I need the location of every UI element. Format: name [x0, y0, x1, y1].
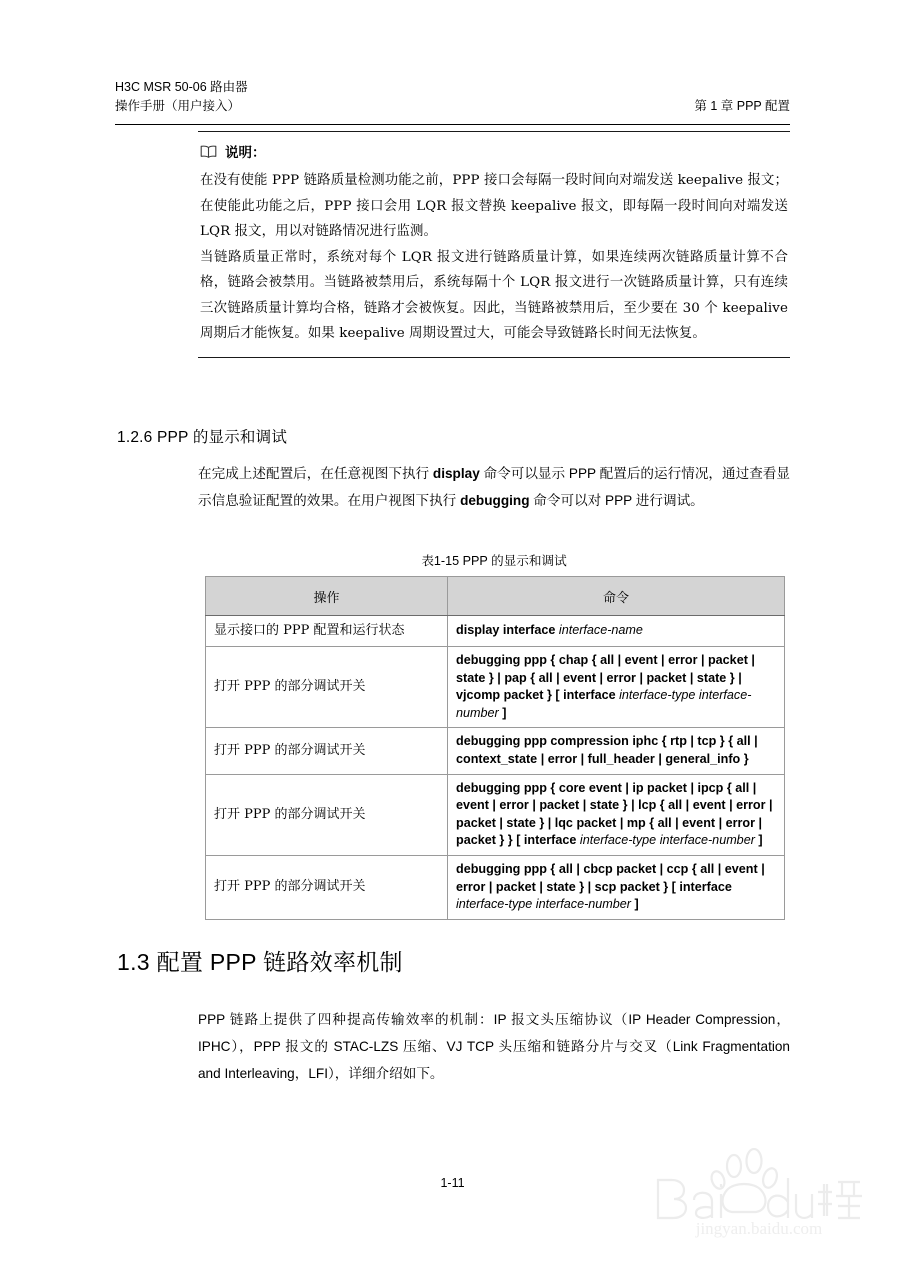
- page-number: 1-11: [440, 1176, 465, 1190]
- watermark-url-text: jingyan.baidu.com: [695, 1219, 823, 1238]
- note-title-text: 说明：: [225, 145, 266, 161]
- command-keyword: debugging ppp { chap { all | event | error | packet | state } | pap { all | event | error | packet | state } | vjcomp packet } [ interface: [456, 653, 755, 703]
- table-1-15: [205, 576, 785, 920]
- paragraph-text: 在完成上述配置后，在任意视图下执行: [198, 466, 433, 481]
- command-keyword: debugging ppp { core event | ip packet | ipcp { all | event | error | packet | state } | lcp { all | event | error | packet | state } | lqc packet | mp { all | event | error | packet } } [ interface: [456, 780, 773, 848]
- command-keyword: display interface: [456, 623, 559, 638]
- note-paragraph-1: 在没有使能 PPP 链路质量检测功能之前，PPP 接口会每隔一段时间向对端发送 keepalive 报文；在使能此功能之后，PPP 接口会用 LQR 报文替换 keepalive 报文，即每隔一段时间向对端发送 LQR 报文，用以对链路情况进行监测。: [200, 173, 788, 239]
- note-title: [200, 141, 788, 161]
- cell-operation: 打开 PPP 的部分调试开关: [206, 774, 448, 855]
- command-parameter: interface-type interface-number: [456, 688, 752, 720]
- header-manual-line: 操作手册（用户接入）: [115, 99, 241, 113]
- note-paragraph-2: 当链路质量正常时，系统对每个 LQR 报文进行链路质量计算，如果连续两次链路质量计算不合格，链路会被禁用。当链路被禁用后，系统每隔十个 LQR 报文进行一次链路质量计算，只有连续三次链路质量计算均合格，链路才会被恢复。因此，当链路被禁用后，至少要在 30 个 keepalive 周期后才能恢复。如果 keepalive 周期设置过大，可能会导致链路长时间无法恢复。: [200, 249, 788, 341]
- table-caption: 表1-15 PPP 的显示和调试: [421, 554, 567, 568]
- table-row: [206, 616, 785, 647]
- cell-operation: 显示接口的 PPP 配置和运行状态: [206, 616, 448, 647]
- table-header-row: [206, 577, 785, 616]
- paragraph-1-2-6: [198, 460, 790, 514]
- cell-operation: 打开 PPP 的部分调试开关: [206, 728, 448, 774]
- header-divider: [115, 124, 790, 125]
- column-header-operation: 操作: [206, 577, 448, 616]
- command-keyword: ]: [498, 705, 507, 720]
- cell-command: [448, 855, 785, 919]
- book-icon: [200, 145, 217, 158]
- table-row: [206, 728, 785, 774]
- header-title-block: [115, 78, 248, 116]
- command-keyword: debugging ppp compression iphc { rtp | tcp } { all | context_state | error | full_header | general_info }: [456, 734, 758, 766]
- table-1-15-wrapper: [205, 576, 785, 920]
- cell-command: [448, 616, 785, 647]
- paragraph-text: 命令可以显示 PPP 配置后的运行情况，通过查看显示信息验证配置的效果。在用户视图下执行: [198, 466, 790, 508]
- paragraph-1-3: PPP 链路上提供了四种提高传输效率的机制：IP 报文头压缩协议（IP Header Compression，IPHC），PPP 报文的 STAC-LZS 压缩、VJ TCP 头压缩和链路分片与交叉（Link Fragmentation and Interleaving，LFI），详细介绍如下。: [198, 1012, 790, 1081]
- command-parameter: interface-type interface-number: [456, 897, 631, 912]
- note-box: [198, 131, 790, 358]
- table-row: [206, 855, 785, 919]
- header-chapter: 第 1 章 PPP 配置: [694, 99, 790, 113]
- note-content: [198, 132, 790, 351]
- cell-operation: 打开 PPP 的部分调试开关: [206, 855, 448, 919]
- heading-1-2-6: 1.2.6 PPP 的显示和调试: [117, 429, 288, 446]
- cell-operation: 打开 PPP 的部分调试开关: [206, 647, 448, 728]
- cell-command: [448, 647, 785, 728]
- cell-command: [448, 728, 785, 774]
- header-product-line: H3C MSR 50-06 路由器: [115, 80, 248, 94]
- command-parameter: interface-type interface-number: [579, 833, 755, 848]
- column-header-command: 命令: [448, 577, 785, 616]
- table-body: [206, 616, 785, 920]
- running-header: [115, 78, 790, 116]
- table-row: [206, 647, 785, 728]
- table-row: [206, 774, 785, 855]
- command-keyword: display: [432, 466, 480, 481]
- command-parameter: interface-name: [558, 623, 643, 638]
- command-keyword: debugging: [460, 493, 530, 508]
- command-keyword: debugging ppp { all | cbcp packet | ccp { all | event | error | packet | state } | scp packet } [ interface: [456, 861, 765, 894]
- heading-1-3: 1.3 配置 PPP 链路效率机制: [117, 949, 403, 975]
- baidu-watermark: [628, 1148, 890, 1240]
- paragraph-text: 命令可以对 PPP 进行调试。: [529, 493, 704, 508]
- command-keyword: ]: [754, 833, 763, 848]
- baidu-logo-icon: [628, 1148, 890, 1240]
- table-head: [206, 577, 785, 616]
- command-keyword: ]: [631, 897, 639, 912]
- note-bottom-rule: [198, 357, 790, 358]
- cell-command: [448, 774, 785, 855]
